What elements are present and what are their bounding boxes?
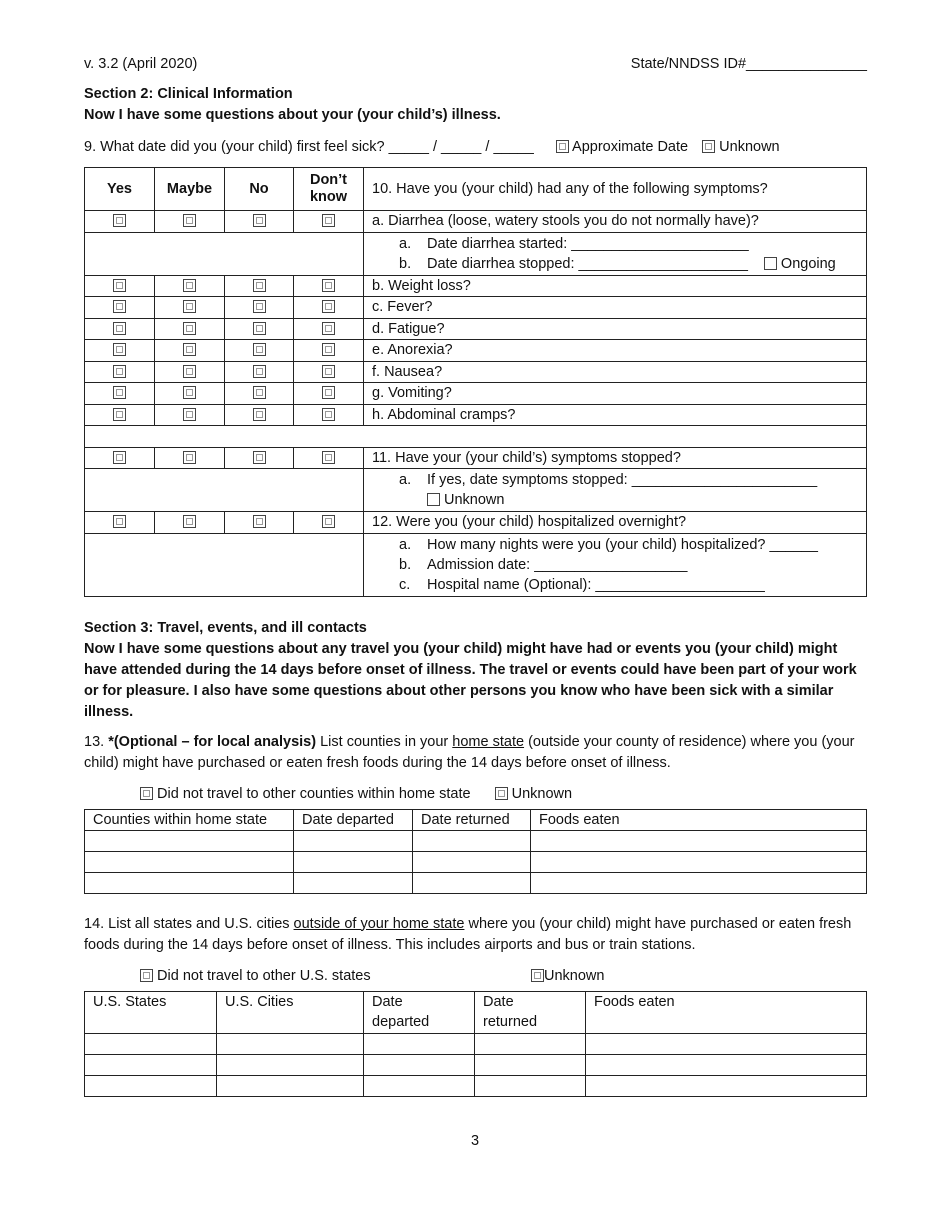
symptom-row (85, 361, 867, 383)
q11-row (85, 447, 867, 469)
section3-intro: Now I have some questions about any travel you (your child) might have had or events you (your child) might have attended during the 14 days before onset of illness. The travel or events could have been part of your work or for pleasure. I also have some questions about other persons you know who have been sick with a similar illness. (84, 640, 857, 720)
dont-know-checkbox[interactable] (322, 343, 335, 356)
page-number: 3 (470, 1133, 480, 1149)
symptoms-stopped-field[interactable]: If yes, date symptoms stopped: _______________________ (427, 472, 818, 488)
q12-text: 12. Were you (your child) hospitalized overnight? (364, 512, 867, 534)
yes-checkbox[interactable] (113, 408, 126, 421)
ongoing-checkbox[interactable] (764, 257, 777, 270)
q14-options (84, 965, 867, 987)
yes-checkbox[interactable] (113, 386, 126, 399)
symptom-row-diarrhea (85, 211, 867, 233)
version-label: v. 3.2 (April 2020) (84, 56, 198, 72)
no-checkbox[interactable] (253, 386, 266, 399)
counties-header-row (85, 809, 867, 830)
no-checkbox[interactable] (253, 214, 266, 227)
no-checkbox[interactable] (253, 322, 266, 335)
col-foods-eaten: Foods eaten (531, 809, 867, 830)
q14-no-travel-checkbox[interactable] (140, 969, 153, 982)
no-checkbox[interactable] (253, 343, 266, 356)
no-checkbox[interactable] (253, 279, 266, 292)
dont-know-checkbox[interactable] (322, 365, 335, 378)
q11-unknown-label: Unknown (444, 492, 505, 508)
q14-unknown-label: Unknown (544, 967, 605, 984)
dont-know-checkbox[interactable] (322, 386, 335, 399)
yes-checkbox[interactable] (113, 300, 126, 313)
dont-know-checkbox[interactable] (322, 451, 335, 464)
q10-text: 10. Have you (your child) had any of the following symptoms? (364, 168, 867, 211)
q12-row (85, 512, 867, 534)
col-date-returned: Date returned (413, 809, 531, 830)
q11-date-item: a. If yes, date symptoms stopped: _______________________ (399, 472, 818, 488)
outside-home-state-emphasis: outside of your home state (293, 915, 465, 932)
no-checkbox[interactable] (253, 365, 266, 378)
q9-row (84, 136, 867, 158)
q12-sub-row (85, 533, 867, 596)
symptom-label: b. Weight loss? (364, 275, 867, 297)
maybe-checkbox[interactable] (183, 322, 196, 335)
state-id-field[interactable]: State/NNDSS ID#_______________ (630, 56, 867, 72)
yes-checkbox[interactable] (113, 365, 126, 378)
table-row (85, 1075, 867, 1096)
col-foods-eaten: Foods eaten (586, 991, 867, 1033)
symptom-row (85, 275, 867, 297)
q13-options (84, 783, 867, 805)
symptom-label: c. Fever? (364, 297, 867, 319)
maybe-checkbox[interactable] (183, 515, 196, 528)
symptom-row (85, 297, 867, 319)
q9-unknown-label: Unknown (719, 139, 780, 155)
q11-unknown-checkbox[interactable] (427, 493, 440, 506)
symptom-label: g. Vomiting? (364, 383, 867, 405)
yes-checkbox[interactable] (113, 451, 126, 464)
symptom-label: a. Diarrhea (loose, watery stools you do not normally have)? (364, 211, 867, 233)
dont-know-checkbox[interactable] (322, 322, 335, 335)
col-date-departed: Date departed (294, 809, 413, 830)
symptom-row (85, 404, 867, 426)
maybe-checkbox[interactable] (183, 365, 196, 378)
dont-know-checkbox[interactable] (322, 408, 335, 421)
maybe-checkbox[interactable] (183, 386, 196, 399)
col-counties: Counties within home state (85, 809, 294, 830)
q13-unknown-label: Unknown (511, 785, 573, 802)
form-page (84, 56, 867, 1097)
col-maybe: Maybe (155, 168, 225, 211)
col-date-returned: Date returned (475, 991, 586, 1033)
dont-know-checkbox[interactable] (322, 214, 335, 227)
no-checkbox[interactable] (253, 408, 266, 421)
diarrhea-stopped-field[interactable]: Date diarrhea stopped: _____________________ (427, 255, 748, 272)
diarrhea-stopped-item: b. Date diarrhea stopped: _____________________ Ongoing (399, 255, 836, 272)
symptoms-table (84, 167, 867, 597)
table-row (85, 830, 867, 851)
maybe-checkbox[interactable] (183, 451, 196, 464)
approx-date-checkbox[interactable] (556, 140, 569, 153)
section3-title: Section 3: Travel, events, and ill contacts (84, 619, 367, 636)
diarrhea-dates-row (85, 232, 867, 275)
approx-date-label: Approximate Date (572, 139, 689, 155)
q11-text: 11. Have your (your child’s) symptoms stopped? (364, 447, 867, 469)
q13-no-travel-label: Did not travel to other counties within home state (157, 785, 471, 802)
symptom-label: e. Anorexia? (364, 340, 867, 362)
admission-date-field[interactable]: Admission date: ___________________ (427, 556, 688, 573)
table-row (85, 1033, 867, 1054)
states-header-row (85, 991, 867, 1033)
maybe-checkbox[interactable] (183, 343, 196, 356)
maybe-checkbox[interactable] (183, 279, 196, 292)
table-row (85, 872, 867, 893)
yes-checkbox[interactable] (113, 343, 126, 356)
yes-checkbox[interactable] (113, 279, 126, 292)
symptom-label: h. Abdominal cramps? (364, 404, 867, 426)
q14-unknown-checkbox[interactable] (531, 969, 544, 982)
dont-know-checkbox[interactable] (322, 300, 335, 313)
q9-unknown-checkbox[interactable] (702, 140, 715, 153)
dont-know-checkbox[interactable] (322, 515, 335, 528)
spacer-row (85, 426, 867, 448)
q14-text: 14. List all states and U.S. cities outside of your home state where you (your child) might have purchased or eaten fresh foods during the 14 days before onset of illness. This includes airports and bus or train stations. (84, 915, 852, 953)
section2-title: Section 2: Clinical Information (84, 86, 293, 102)
q12-nights-item: a. How many nights were you (your child) hospitalized? ______ (399, 536, 818, 553)
states-table (84, 991, 867, 1097)
q12-admission-item: b. Admission date: ___________________ (399, 556, 688, 573)
q13-no-travel-checkbox[interactable] (140, 787, 153, 800)
dont-know-checkbox[interactable] (322, 279, 335, 292)
symptom-row (85, 340, 867, 362)
no-checkbox[interactable] (253, 451, 266, 464)
q13-text: 13. *(Optional – for local analysis) List counties in your home state (outside your county of residence) where you (your child) might have purchased or eaten fresh foods during the 14 days before onset of illness. (84, 733, 855, 771)
q13-optional-label: *(Optional – for local analysis) (108, 733, 317, 750)
section2-intro: Now I have some questions about your (your child’s) illness. (84, 107, 501, 123)
col-dont-know: Don’t know (294, 168, 364, 211)
page-header (84, 56, 867, 78)
symptom-row (85, 318, 867, 340)
yes-checkbox[interactable] (113, 214, 126, 227)
q14-no-travel-label: Did not travel to other U.S. states (157, 967, 371, 984)
hospital-name-field[interactable]: Hospital name (Optional): _____________________ (427, 576, 765, 593)
diarrhea-started-field[interactable]: Date diarrhea started: ______________________ (427, 235, 749, 252)
table-row (85, 1054, 867, 1075)
symptoms-header-row (85, 168, 867, 211)
q11-unknown-item (399, 490, 858, 510)
q9-text: 9. What date did you (your child) first feel sick? _____ / _____ / _____ (84, 139, 534, 155)
yes-checkbox[interactable] (113, 515, 126, 528)
col-date-departed: Date departed (364, 991, 475, 1033)
maybe-checkbox[interactable] (183, 300, 196, 313)
symptom-row (85, 383, 867, 405)
no-checkbox[interactable] (253, 515, 266, 528)
q13-unknown-checkbox[interactable] (495, 787, 508, 800)
q12-hospital-item: c. Hospital name (Optional): _____________________ (399, 576, 765, 593)
table-row (85, 851, 867, 872)
nights-hospitalized-field[interactable]: How many nights were you (your child) hospitalized? ______ (427, 536, 818, 553)
yes-checkbox[interactable] (113, 322, 126, 335)
no-checkbox[interactable] (253, 300, 266, 313)
col-no: No (225, 168, 294, 211)
maybe-checkbox[interactable] (183, 214, 196, 227)
ongoing-label: Ongoing (780, 255, 836, 272)
counties-table (84, 809, 867, 894)
maybe-checkbox[interactable] (183, 408, 196, 421)
symptom-label: f. Nausea? (364, 361, 867, 383)
col-yes: Yes (85, 168, 155, 211)
col-us-states: U.S. States (85, 991, 217, 1033)
home-state-emphasis: home state (452, 733, 525, 750)
col-us-cities: U.S. Cities (217, 991, 364, 1033)
diarrhea-started-item: a. Date diarrhea started: ______________________ (399, 235, 749, 252)
symptom-label: d. Fatigue? (364, 318, 867, 340)
q11-sub-row (85, 469, 867, 512)
